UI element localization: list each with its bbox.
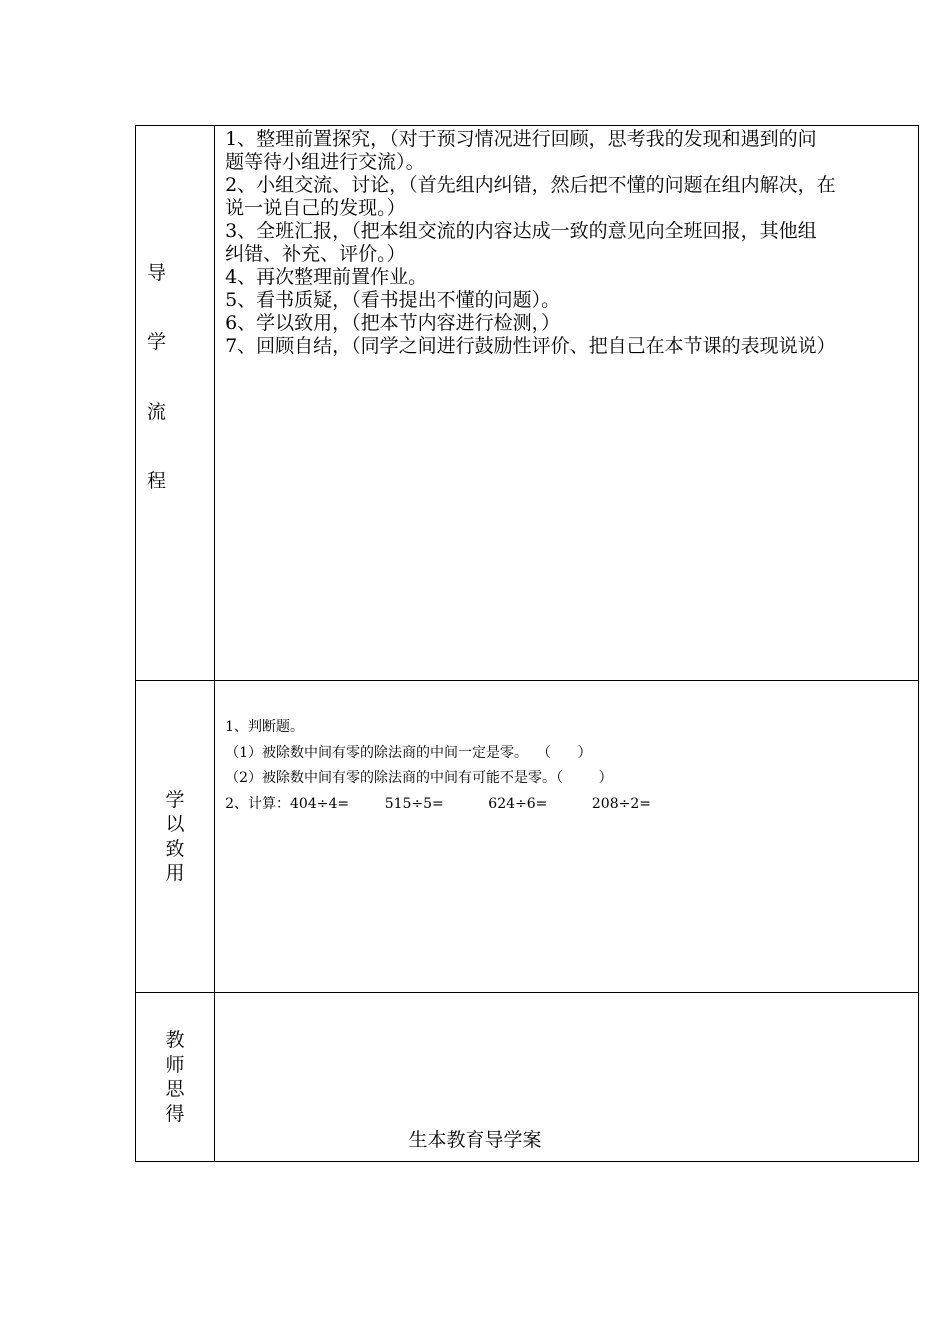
- flow-step-line: 纠错、补充、评价。）: [225, 243, 406, 265]
- flow-label-char: 流: [147, 401, 167, 423]
- lesson-plan-table: [135, 125, 919, 1162]
- flow-content-cell: [215, 126, 919, 681]
- teacher-label-char: 思: [165, 1078, 185, 1100]
- practice-label-char: 学: [165, 788, 185, 811]
- flow-step-line: 6、学以致用，（把本节内容进行检测，）: [225, 312, 561, 334]
- teacher-label-char: 师: [165, 1053, 185, 1076]
- flow-step-line: 3、全班汇报，（把本组交流的内容达成一致的意见向全班回报，其他组: [225, 220, 817, 242]
- flow-label-char: 学: [147, 331, 167, 353]
- practice-content-cell: [215, 681, 919, 993]
- teacher-label-char: 教: [165, 1029, 185, 1051]
- flow-label-char: 导: [147, 262, 167, 284]
- flow-step-line: 4、再次整理前置作业。: [225, 266, 428, 288]
- guided-learning-flow-row: [136, 126, 919, 681]
- flow-label-cell: [136, 126, 215, 681]
- exercise-line: （1）被除数中间有零的除法商的中间一定是零。 （ ）: [225, 744, 592, 761]
- exercise-line: （2）被除数中间有零的除法商的中间有可能不是零。（ ）: [225, 770, 613, 786]
- exercise-line: 1、判断题。: [225, 719, 305, 735]
- exercise-line: 2、计算：404÷4= 515÷5= 624÷6= 208÷2=: [225, 795, 651, 812]
- teacher-label-char: 得: [165, 1102, 185, 1125]
- practice-label-char: 以: [165, 813, 185, 835]
- flow-step-line: 7、回顾自结，（同学之间进行鼓励性评价、把自己在本节课的表现说说）: [225, 335, 836, 357]
- flow-label-char: 程: [147, 470, 167, 492]
- apply-learning-row: [136, 681, 919, 993]
- practice-label-char: 用: [165, 862, 185, 884]
- flow-step-line: 5、看书质疑，（看书提出不懂的问题）。: [225, 289, 561, 311]
- practice-label-cell: [136, 681, 215, 993]
- flow-step-line: 2、小组交流、讨论，（首先组内纠错，然后把不懂的问题在组内解决，在: [225, 174, 836, 196]
- flow-step-line: 说一说自己的发现。）: [225, 197, 406, 219]
- practice-label-char: 致: [165, 837, 185, 860]
- flow-step-line: 1、整理前置探究，（对于预习情况进行回顾，思考我的发现和遇到的问: [225, 128, 817, 150]
- flow-step-line: 题等待小组进行交流）。: [225, 151, 425, 173]
- document-footer-title: 生本教育导学案: [408, 1129, 542, 1151]
